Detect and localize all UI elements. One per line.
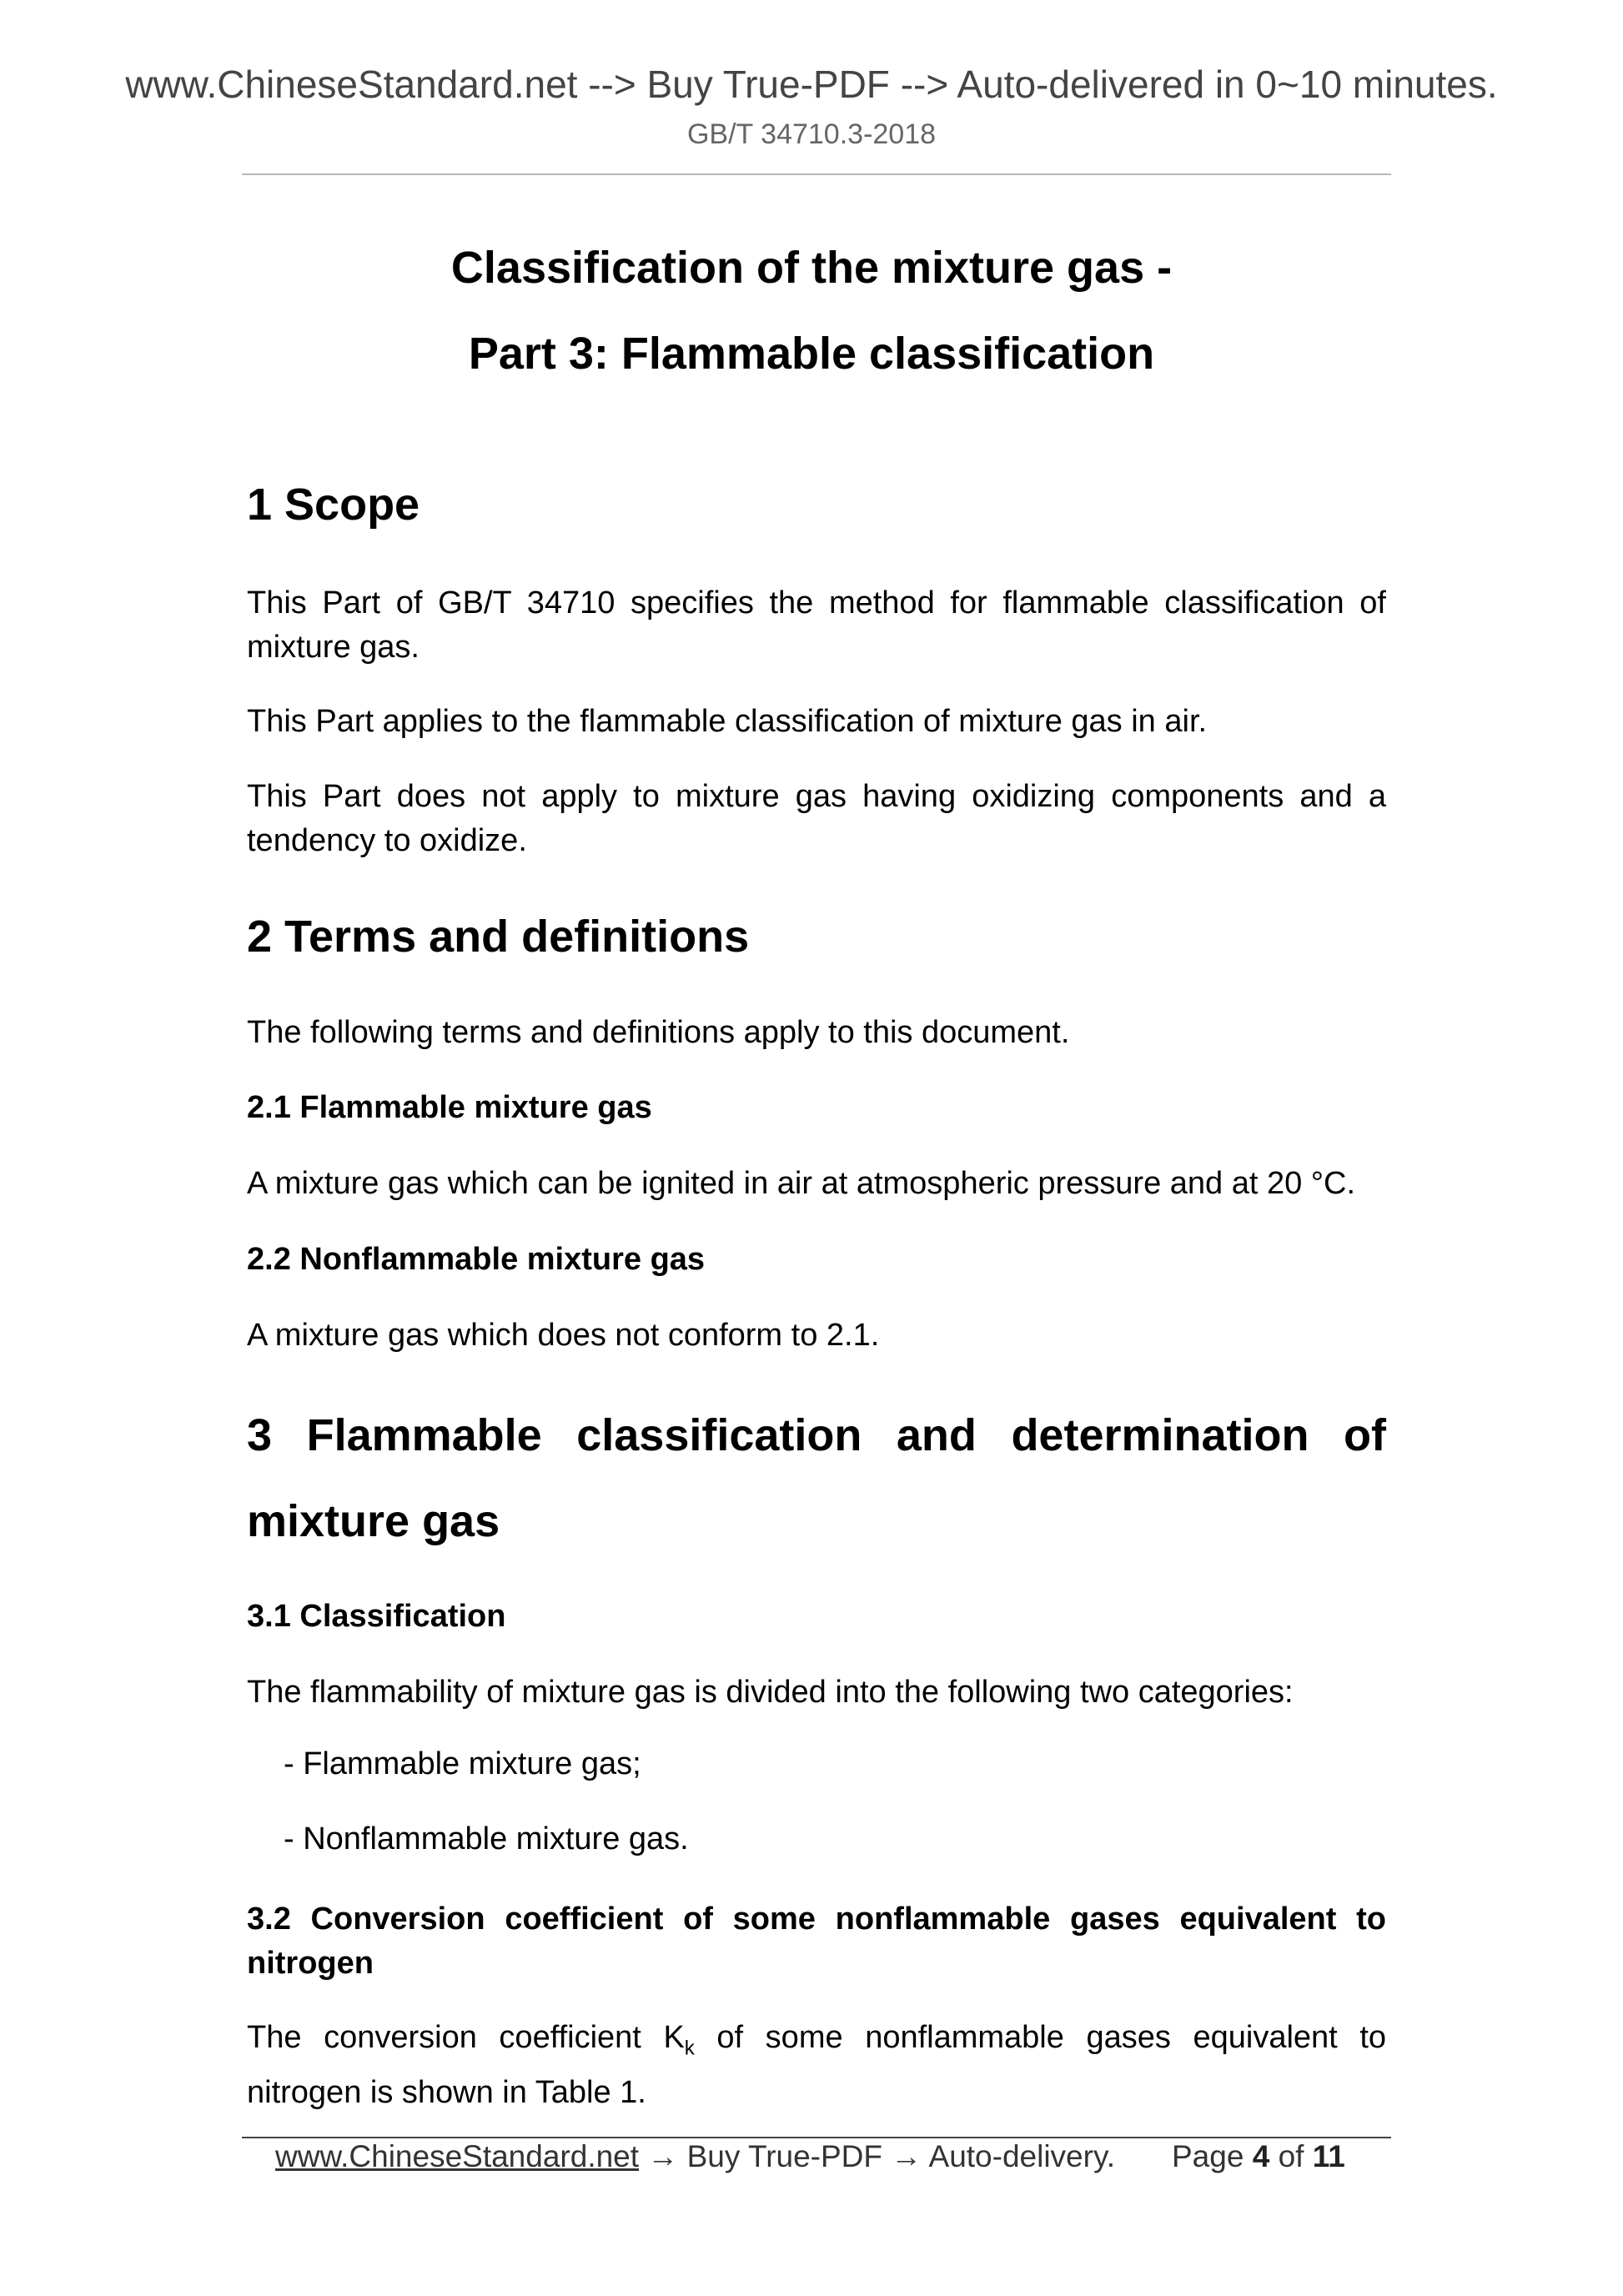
page-label: Page <box>1172 2139 1244 2173</box>
section-3-heading-word: and <box>896 1410 977 1460</box>
classification-intro: The flammability of mixture gas is divided into the following two categories: <box>247 1675 1294 1710</box>
page-current: 4 <box>1252 2139 1270 2173</box>
section-3-heading-word: determination <box>1011 1410 1309 1460</box>
section-1-heading: 1 Scope <box>247 480 420 530</box>
scope-paragraph-3-line2: tendency to oxidize. <box>247 823 527 858</box>
header-standard-code: GB/T 34710.3-2018 <box>686 118 937 150</box>
list-item: - Nonflammable mixture gas. <box>284 1821 689 1856</box>
section-3-heading-line1 <box>247 1409 1386 1461</box>
header-divider <box>242 173 1391 175</box>
scope-paragraph-3-line1: This Part does not apply to mixture gas having oxidizing components and a <box>247 779 1386 814</box>
footer-site-link[interactable]: www.ChineseStandard.net <box>275 2139 640 2173</box>
section-3-heading-line2: mixture gas <box>247 1496 500 1546</box>
footer-left <box>275 2139 1115 2173</box>
section-2-heading: 2 Terms and definitions <box>247 912 750 962</box>
page-total: 11 <box>1312 2139 1345 2173</box>
footer-divider <box>242 2137 1391 2138</box>
page-of: of <box>1278 2139 1304 2173</box>
term-2-2-heading: 2.2 Nonflammable mixture gas <box>247 1242 706 1277</box>
term-2-2-definition: A mixture gas which does not conform to 2.1. <box>247 1318 880 1353</box>
scope-paragraph-1 <box>247 581 1386 670</box>
subsection-3-2-heading-line2: nitrogen <box>247 1946 374 1981</box>
section-3-heading-word: Flammable <box>306 1410 542 1460</box>
subsection-3-2-heading-line1: 3.2 Conversion coefficient of some nonflammable gases equivalent to <box>247 1902 1386 1937</box>
conversion-text-part2: of some nonflammable gases equivalent to <box>694 2020 1387 2055</box>
term-2-1-definition: A mixture gas which can be ignited in air at atmospheric pressure and at 20 °C. <box>247 1166 1355 1201</box>
conversion-paragraph <box>247 2016 1386 2115</box>
scope-paragraph-3 <box>247 775 1386 863</box>
subsection-3-2-heading <box>247 1897 1386 1986</box>
document-title-line2: Part 3: Flammable classification <box>468 329 1155 379</box>
header-banner: www.ChineseStandard.net --> Buy True-PDF --> Auto-delivered in 0~10 minutes. <box>125 63 1498 106</box>
conversion-paragraph-line2: nitrogen is shown in Table 1. <box>247 2074 646 2110</box>
terms-intro: The following terms and definitions apply to this document. <box>247 1015 1070 1050</box>
section-3-heading-word: 3 <box>247 1410 273 1460</box>
page-indicator <box>1172 2139 1345 2174</box>
section-3-heading-word: classification <box>576 1410 862 1460</box>
scope-paragraph-2: This Part applies to the flammable classification of mixture gas in air. <box>247 704 1208 739</box>
footer-text: → Buy True-PDF → Auto-delivery. <box>639 2139 1115 2173</box>
subsection-3-1-heading: 3.1 Classification <box>247 1599 506 1634</box>
term-2-1-heading: 2.1 Flammable mixture gas <box>247 1090 652 1125</box>
k-subscript: k <box>684 2037 695 2060</box>
page-footer <box>275 2139 1359 2174</box>
list-item: - Flammable mixture gas; <box>284 1746 641 1781</box>
scope-paragraph-1-line2: mixture gas. <box>247 630 420 665</box>
document-title-line1: Classification of the mixture gas - <box>450 243 1173 293</box>
conversion-text-part1: The conversion coefficient K <box>247 2020 685 2055</box>
conversion-paragraph-line1 <box>247 2016 1386 2071</box>
scope-paragraph-1-line1: This Part of GB/T 34710 specifies the method for flammable classification of <box>247 585 1386 620</box>
section-3-heading-word: of <box>1344 1410 1386 1460</box>
